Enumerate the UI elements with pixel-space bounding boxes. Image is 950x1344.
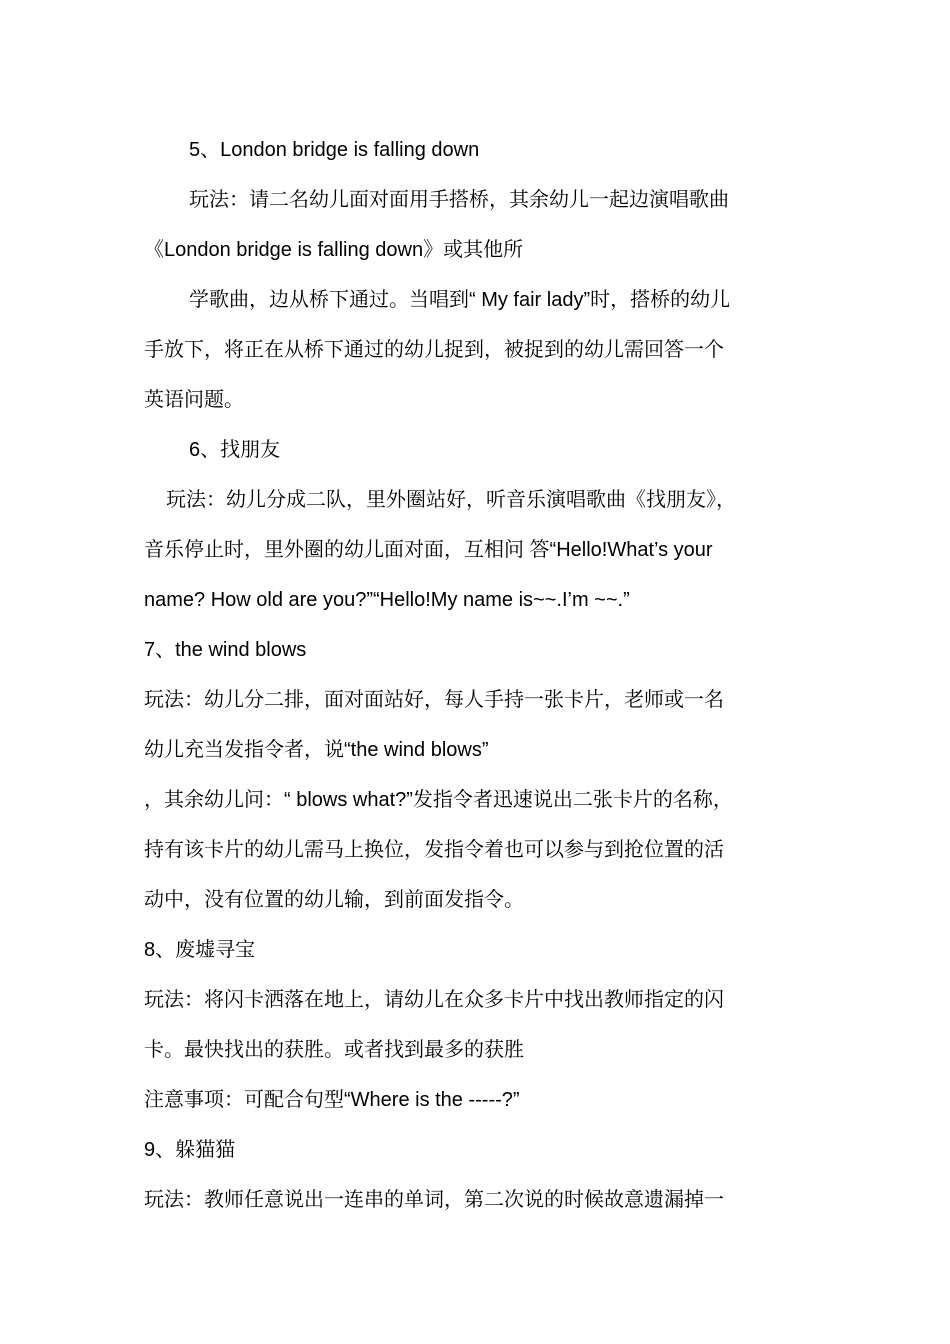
paragraph-line: 玩法：将闪卡洒落在地上，请幼儿在众多卡片中找出教师指定的闪 xyxy=(144,989,724,1011)
paragraph-line: 玩法：幼儿分二排，面对面站好，每人手持一张卡片，老师或一名 xyxy=(144,689,724,711)
paragraph-line: 学歌曲，边从桥下通过。当唱到“ My fair lady”时，搭桥的幼儿 xyxy=(189,289,731,311)
heading-item-5: 5、London bridge is falling down xyxy=(189,139,480,161)
paragraph-line: name? How old are you?”“Hello!My name is~~.I’m ~~.” xyxy=(144,589,630,611)
heading-item-8: 8、废墟寻宝 xyxy=(144,939,256,961)
paragraph-line: 玩法：幼儿分成二队，里外圈站好，听音乐演唱歌曲《找朋友》， xyxy=(166,489,736,511)
heading-item-9: 9、躲猫猫 xyxy=(144,1139,236,1161)
heading-item-7: 7、the wind blows xyxy=(144,639,307,661)
paragraph-line: ，其余幼儿问：“ blows what?”发指令者迅速说出二张卡片的名称， xyxy=(144,789,733,811)
paragraph-line: 玩法：教师任意说出一连串的单词，第二次说的时候故意遗漏掉一 xyxy=(144,1189,724,1211)
paragraph-line: 手放下，将正在从桥下通过的幼儿捉到，被捉到的幼儿需回答一个 xyxy=(144,339,724,361)
paragraph-line: 音乐停止时，里外圈的幼儿面对面，互相问 答“Hello!What’s your xyxy=(144,539,713,561)
paragraph-line: 动中，没有位置的幼儿输，到前面发指令。 xyxy=(144,889,524,911)
paragraph-line: 持有该卡片的幼儿需马上换位，发指令着也可以参与到抢位置的活 xyxy=(144,839,724,861)
paragraph-line: 幼儿充当发指令者，说“the wind blows” xyxy=(144,739,489,761)
paragraph-line: 英语问题。 xyxy=(144,389,244,411)
paragraph-line: 《London bridge is falling down》或其他所 xyxy=(144,239,524,261)
paragraph-line: 玩法：请二名幼儿面对面用手搭桥，其余幼儿一起边演唱歌曲 xyxy=(189,189,729,211)
paragraph-line: 卡。最快找出的获胜。或者找到最多的获胜 xyxy=(144,1039,524,1061)
heading-item-6: 6、找朋友 xyxy=(189,439,281,461)
note-line: 注意事项：可配合句型“Where is the -----?” xyxy=(144,1089,520,1111)
